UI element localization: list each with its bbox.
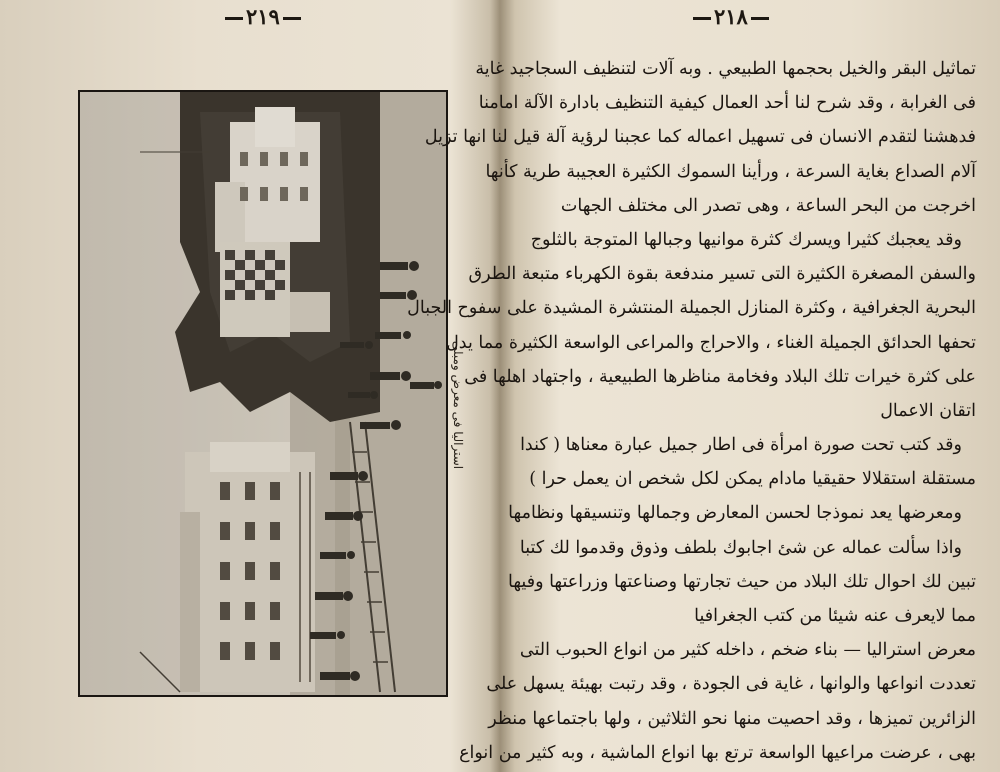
text-line: وقد يعجبك كثيرا ويسرك كثرة موانيها وجبالها المتوجة بالثلوج	[530, 229, 962, 250]
text-line: آلام الصداع بغاية السرعة ، ورأينا السموك الكثيرة العجيبة طرية كأنها	[485, 161, 976, 182]
page-number-right-text: ٢١٨	[714, 4, 748, 29]
page-number-left-text: ٢١٩	[246, 4, 280, 29]
text-line: اخرجت من البحر الساعة ، وهى تصدر الى مختلف الجهات	[560, 195, 976, 216]
text-line: تبين لك احوال تلك البلاد من حيث تجارتها وصناعتها وزراعتها وفيها	[508, 571, 976, 592]
exhibition-photograph	[78, 90, 448, 697]
page-number-right	[690, 4, 772, 29]
text-line: على كثرة خيرات تلك البلاد وفخامة مناظرها الطبيعية ، واجتهاد اهلها فى	[464, 366, 976, 387]
text-line: فدهشنا لتقدم الانسان فى تسهيل اعماله كما عجبنا لرؤية آلة قيل لنا انها تزيل	[424, 127, 976, 148]
text-line: مستقلة استقلالا حقيقيا مادام يمكن لكل شخص ان يعمل حرا )	[529, 469, 976, 490]
text-line: مما لايعرف عنه شيئا من كتب الجغرافيا	[694, 606, 976, 626]
text-line: الزائرين تميزها ، وقد احصيت منها نحو الثلاثين ، ولها باجتماعها منظر	[488, 708, 976, 729]
photograph-illustration	[80, 92, 446, 695]
text-line: واذا سألت عماله عن شئ اجابوك بلطف وذوق وقدموا لك كتبا	[519, 537, 962, 558]
text-line: وقد كتب تحت صورة امرأة فى اطار جميل عبارة معناها ( كندا	[520, 435, 962, 456]
page-number-left	[222, 4, 304, 29]
text-line: البحرية الجغرافية ، وكثرة المنازل الجميلة المنتشرة المشيدة على سفوح الجبال	[407, 298, 976, 319]
photograph-caption-text: استراليا فى معرض ومبلى	[451, 340, 465, 470]
text-line: فى الغرابة ، وقد شرح لنا أحد العمال كيفية التنظيف بادارة الآلة امامنا	[478, 93, 976, 114]
text-line: معرض استراليا — بناء ضخم ، داخله كثير من انواع الحبوب التى	[519, 640, 976, 661]
text-line: والسفن المصغرة الكثيرة التى تسير مندفعة بقوة الكهرباء متبعة الطرق	[468, 264, 976, 285]
text-line: اتقان الاعمال	[880, 400, 976, 421]
text-line: بهى ، عرضت مراعيها الواسعة ترتع بها انواع الماشية ، وبه كثير من انواع	[459, 742, 976, 763]
left-page	[0, 0, 496, 772]
text-line: تحفها الحدائق الجميلة الغناء ، والاحراج والمراعى الواسعة الكثيرة مما يدل	[446, 332, 976, 353]
text-line: تعددت انواعها والوانها ، غاية فى الجودة ، وقد رتبت بهيئة يسهل على	[486, 674, 976, 695]
text-line: ومعرضها يعد نموذجا لحسن المعارض وجمالها وتنسيقها ونظامها	[508, 503, 962, 524]
text-line: تماثيل البقر والخيل بحجمها الطبيعي . وبه آلات لتنظيف السجاجيد غاية	[475, 59, 976, 79]
